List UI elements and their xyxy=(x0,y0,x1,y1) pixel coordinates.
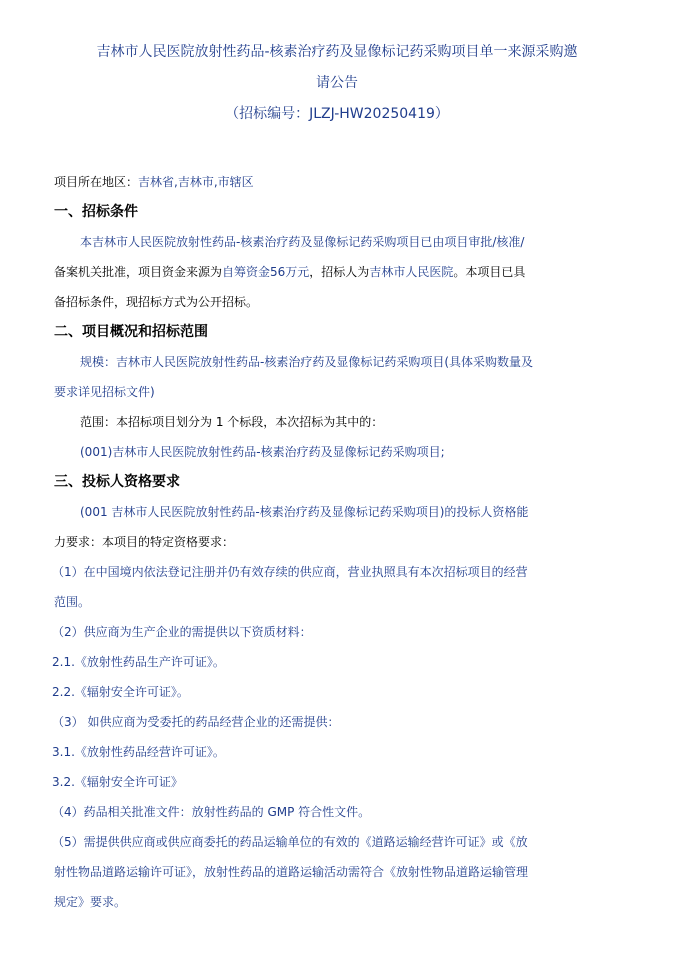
qualification-line-1: (001 吉林市人民医院放射性药品-核素治疗药及显像标记药采购项目)的投标人资格能 xyxy=(80,505,529,519)
bid-number: （招标编号：JLZJ-HW20250419） xyxy=(225,106,449,122)
section-heading-1: 一、招标条件 xyxy=(54,204,138,220)
page-title-line-1: 吉林市人民医院放射性药品-核素治疗药及显像标记药采购项目单一来源采购邀 xyxy=(96,44,578,60)
section-heading-2: 二、项目概况和招标范围 xyxy=(54,324,208,340)
req-3-1: 3.1.《放射性药品经营许可证》。 xyxy=(52,745,225,759)
paragraph-1-line-3: 备招标条件，现招标方式为公开招标。 xyxy=(54,295,259,309)
scale-line-1: 规模：吉林市人民医院放射性药品-核素治疗药及显像标记药采购项目(具体采购数量及 xyxy=(80,355,534,369)
page-title-line-2: 请公告 xyxy=(316,75,358,91)
req-5-line-3: 规定》要求。 xyxy=(54,895,127,909)
req-2: （2）供应商为生产企业的需提供以下资质材料： xyxy=(52,625,312,639)
req-2-2: 2.2.《辐射安全许可证》。 xyxy=(52,685,189,699)
req-3-2: 3.2.《辐射安全许可证》 xyxy=(52,775,183,789)
scale-line-2: 要求详见招标文件) xyxy=(54,385,155,399)
paragraph-1-line-1: 本吉林市人民医院放射性药品-核素治疗药及显像标记药采购项目已由项目审批/核准/ xyxy=(80,235,525,249)
req-1-line-1: （1）在中国境内依法登记注册并仍有效存续的供应商，营业执照具有本次招标项目的经营 xyxy=(52,565,528,579)
paragraph-1-line-2 xyxy=(54,262,525,282)
req-5-line-1: （5）需提供供应商或供应商委托的药品运输单位的有效的《道路运输经营许可证》或《放 xyxy=(52,835,528,849)
tenderer: 吉林市人民医院 xyxy=(369,265,454,279)
qualification-line-2: 力要求：本项目的特定资格要求： xyxy=(54,535,235,549)
p1-text-a: 备案机关批准，项目资金来源为 xyxy=(54,265,223,279)
req-4: （4）药品相关批准文件：放射性药品的 GMP 符合性文件。 xyxy=(52,805,371,819)
req-1-line-2: 范围。 xyxy=(54,595,91,609)
scope-line: 范围：本招标项目划分为 1 个标段，本次招标为其中的： xyxy=(80,415,384,429)
location-line xyxy=(54,172,254,192)
req-5-line-2: 射性物品道路运输许可证》，放射性药品的道路运输活动需符合《放射性物品道路运输管理 xyxy=(54,865,529,879)
req-2-1: 2.1.《放射性药品生产许可证》。 xyxy=(52,655,225,669)
location-label: 项目所在地区： xyxy=(54,175,139,189)
lot-line: (001)吉林市人民医院放射性药品-核素治疗药及显像标记药采购项目; xyxy=(80,445,445,459)
fund-source: 自筹资金56万元 xyxy=(222,265,310,279)
req-3: （3） 如供应商为受委托的药品经营企业的还需提供： xyxy=(52,715,340,729)
location-value: 吉林省,吉林市,市辖区 xyxy=(138,175,254,189)
p1-text-c: ，招标人为 xyxy=(309,265,370,279)
section-heading-3: 三、投标人资格要求 xyxy=(54,474,180,490)
p1-text-e: 。本项目已具 xyxy=(453,265,526,279)
